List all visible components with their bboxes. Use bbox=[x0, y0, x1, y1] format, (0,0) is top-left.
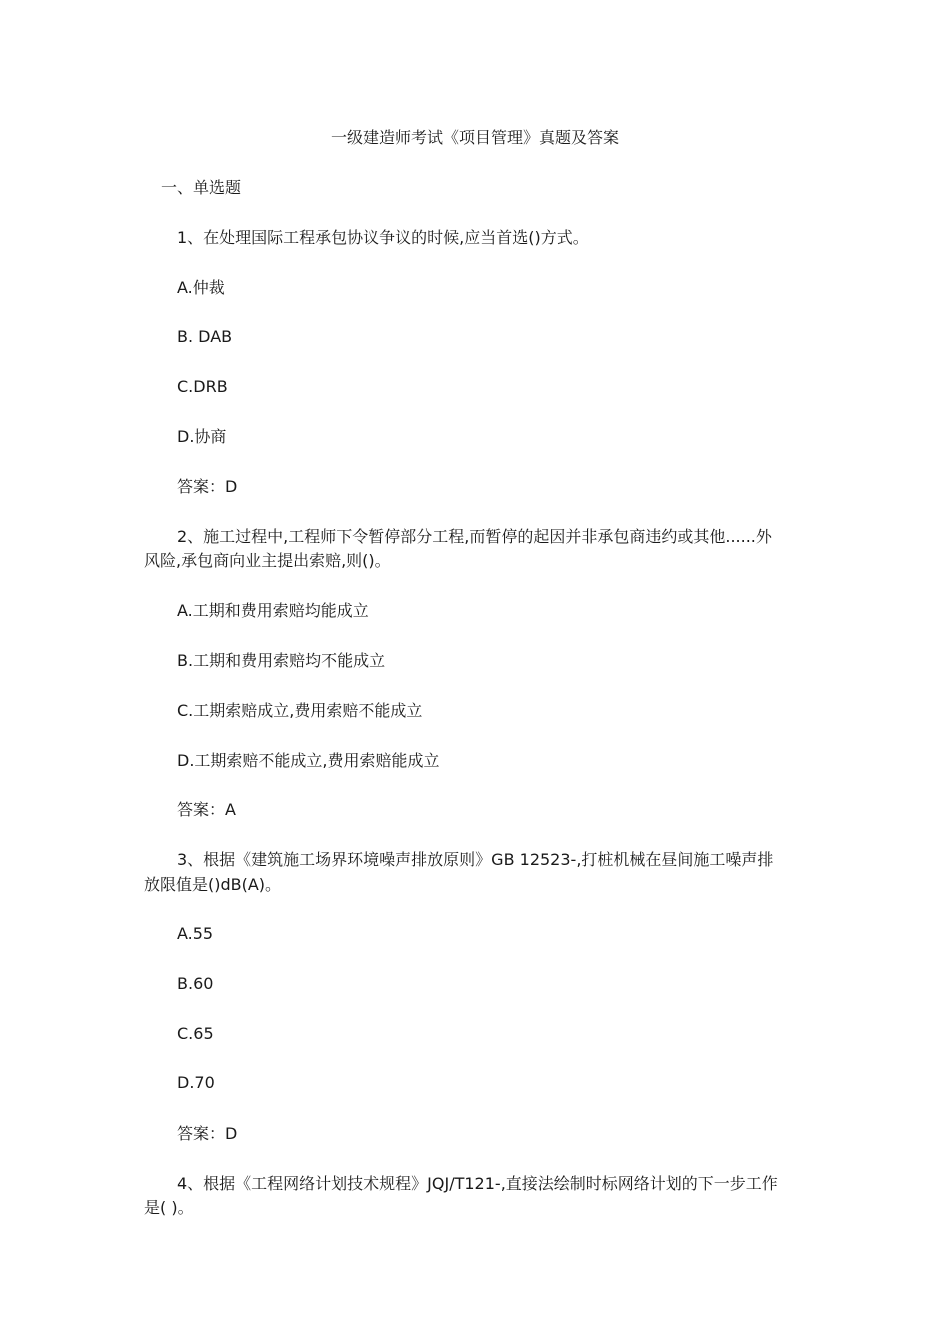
question-3-option-c: C.65 bbox=[177, 1024, 214, 1043]
question-4-stem-line-2: 是( )。 bbox=[144, 1198, 194, 1217]
question-2-option-a: A.工期和费用索赔均能成立 bbox=[177, 601, 369, 620]
question-1-option-b: B. DAB bbox=[177, 327, 233, 346]
question-2-option-b: B.工期和费用索赔均不能成立 bbox=[177, 651, 386, 670]
question-2-stem-line-1: 2、施工过程中,工程师下令暂停部分工程,而暂停的起因并非承包商违约或其他......外 bbox=[177, 527, 772, 546]
question-2-option-c: C.工期索赔成立,费用索赔不能成立 bbox=[177, 701, 423, 720]
question-3-stem-line-1: 3、根据《建筑施工场界环境噪声排放原则》GB 12523-,打桩机械在昼间施工噪声排 bbox=[177, 850, 774, 869]
question-2-option-d: D.工期索赔不能成立,费用索赔能成立 bbox=[177, 751, 440, 770]
question-1-option-a: A.仲裁 bbox=[177, 278, 225, 297]
question-1-option-c: C.DRB bbox=[177, 377, 228, 396]
question-3-option-b: B.60 bbox=[177, 974, 214, 993]
question-3-stem-line-2: 放限值是()dB(A)。 bbox=[144, 875, 282, 894]
question-1-answer: 答案：D bbox=[177, 477, 238, 496]
question-2-stem-line-2: 风险,承包商向业主提出索赔,则()。 bbox=[144, 551, 391, 570]
question-1-stem: 1、在处理国际工程承包协议争议的时候,应当首选()方式。 bbox=[177, 228, 589, 247]
question-3-option-a: A.55 bbox=[177, 924, 214, 943]
section-heading: 一、单选题 bbox=[161, 178, 242, 197]
question-1-option-d: D.协商 bbox=[177, 427, 227, 446]
question-3-answer: 答案：D bbox=[177, 1124, 238, 1143]
question-2-answer: 答案：A bbox=[177, 800, 236, 819]
question-3-option-d: D.70 bbox=[177, 1073, 215, 1092]
document-title: 一级建造师考试《项目管理》真题及答案 bbox=[330, 128, 619, 147]
question-4-stem-line-1: 4、根据《工程网络计划技术规程》JQJ/T121-,直接法绘制时标网络计划的下一步工作 bbox=[177, 1174, 778, 1193]
